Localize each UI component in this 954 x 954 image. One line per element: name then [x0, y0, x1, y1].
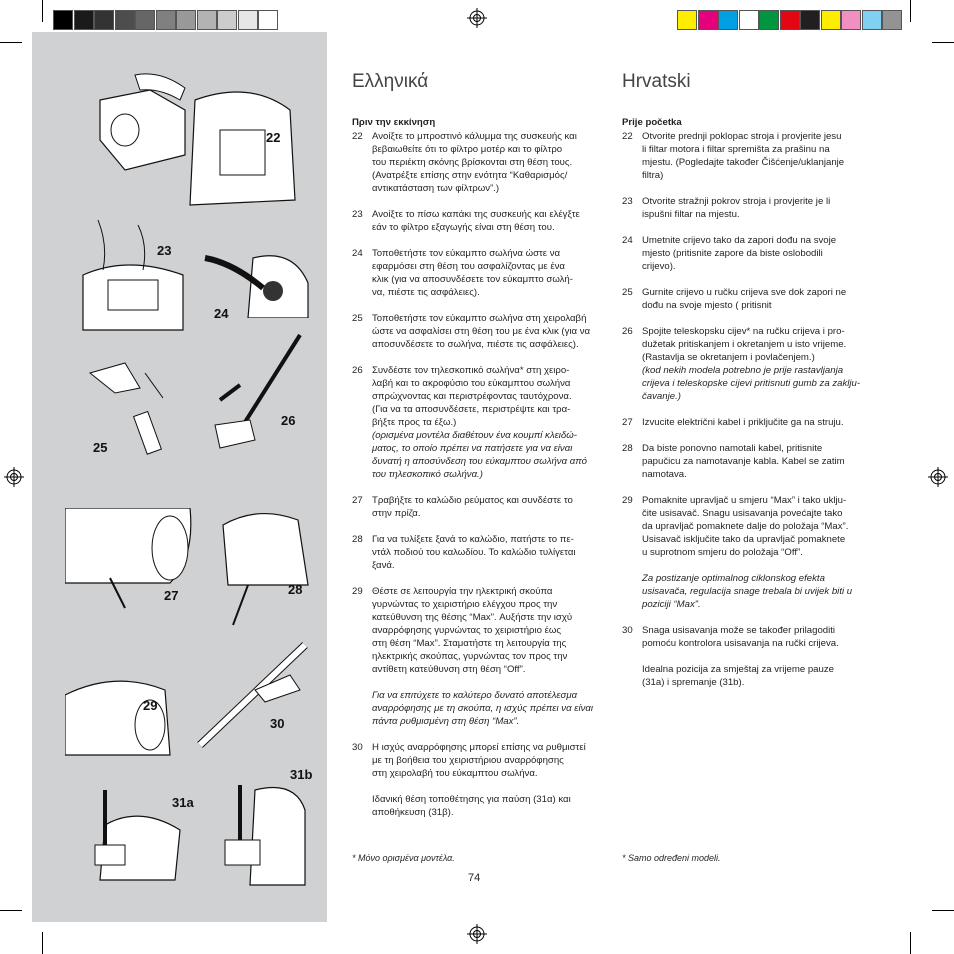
trim-mark [910, 0, 911, 22]
figure-label: 27 [164, 588, 179, 603]
step-text: Otvorite stražnji pokrov stroja i provjerite je li ispušni filtar na mjestu. [642, 196, 831, 220]
instruction-step [622, 416, 872, 429]
figure-label: 25 [93, 440, 108, 455]
instruction-step [352, 741, 600, 819]
step-text: Gurnite crijevo u ručku crijeva sve dok zapori ne dođu na svoje mjesto ( pritisnit [642, 287, 847, 311]
registration-mark-icon [928, 467, 948, 487]
step-text: Ανοίξτε το πίσω καπάκι της συσκευής και ελέγξτε εάν το φίλτρο εξαγωγής είναι στη θέση του. [372, 209, 580, 233]
figure-label: 29 [143, 698, 158, 713]
step-number: 29 [622, 495, 633, 506]
trim-mark [0, 42, 22, 43]
instruction-step [622, 130, 872, 182]
color-swatch [698, 10, 718, 30]
step-text: Ανοίξτε το μπροστινό κάλυμμα της συσκευής και βεβαιωθείτε ότι το φίλτρο μοτέρ και το φίλτρο του περιέκτη σκόνης βρίσκονται στη θέση τους. (Ανατρέξτε επίσης στην ενότητα “Καθαρισμός/ αντικατάσταση των φίλτρων”.) [372, 131, 577, 194]
instruction-step [352, 247, 600, 299]
instruction-step [352, 312, 600, 351]
illustration-pause-position [90, 790, 185, 885]
trim-mark [42, 0, 43, 22]
trim-mark [932, 42, 954, 43]
figure-label: 23 [157, 243, 172, 258]
step-text: Da biste ponovno namotali kabel, pritisnite papučicu za namotavanje kabla. Kabel se zatim namotava. [642, 443, 845, 480]
illustration-storage-position [205, 780, 310, 890]
instruction-step [352, 585, 600, 728]
color-swatch [94, 10, 114, 30]
figure-label: 28 [288, 582, 303, 597]
color-swatch [217, 10, 237, 30]
trim-mark [932, 910, 954, 911]
illustration-cord-rewind [218, 505, 313, 635]
color-swatch [882, 10, 902, 30]
registration-mark-icon [4, 467, 24, 487]
trim-mark [42, 932, 43, 954]
instruction-list [352, 130, 600, 819]
color-swatch [53, 10, 73, 30]
step-text: Pomaknite upravljač u smjeru “Max” i tako uklju- čite usisavač. Snagu usisavanja povećajte tako da upravljač pomaknete dalje do položaja “Max”. Usisavač isključite tako da upravljač pomaknete u suprotnom smjeru do položaja “Off”. [642, 495, 849, 558]
croatian-instructions [622, 72, 872, 702]
step-number: 28 [622, 443, 633, 454]
section-heading: Πριν την εκκίνηση [352, 117, 436, 128]
color-swatch [821, 10, 841, 30]
color-swatch [841, 10, 861, 30]
color-swatch [677, 10, 697, 30]
step-text: Η ισχύς αναρρόφησης μπορεί επίσης να ρυθμιστεί με τη βοήθεια του χειριστήριου αναρρόφησης στη χειρολαβή του εύκαμπτου σωλήνα. [372, 742, 586, 779]
figure-label: 26 [281, 413, 296, 428]
step-note: (kod nekih modela potrebno je prije rastavljanja crijeva i teleskopske cijevi pritisnuti gumb za zaklju- čavanje.) [642, 365, 861, 402]
step-text: Για να τυλίξετε ξανά το καλώδιο, πατήστε το πε- ντάλ ποδιού του καλωδίου. Το καλώδιο τυλίγεται ξανά. [372, 534, 576, 571]
instruction-step [622, 624, 872, 689]
step-text: Τραβήξτε το καλώδιο ρεύματος και συνδέστε το στην πρίζα. [372, 495, 573, 519]
instruction-list [622, 130, 872, 689]
instruction-step [352, 208, 600, 234]
step-number: 24 [352, 248, 363, 259]
step-number: 29 [352, 586, 363, 597]
page-number: 74 [468, 872, 481, 884]
footnote: * Samo određeni modeli. [622, 853, 721, 863]
step-text: Τοποθετήστε τον εύκαμπτο σωλήνα ώστε να εφαρμόσει στη θέση του ασφαλίζοντας με ένα κλικ (για να αποσυνδέσετε τον εύκαμπτο σωλή- να, πιέστε τις ασφάλειες). [372, 248, 573, 298]
step-number: 30 [352, 742, 363, 753]
step-number: 22 [352, 131, 363, 142]
step-number: 24 [622, 235, 633, 246]
step-text: Izvucite električni kabel i priključite ga na struju. [642, 417, 844, 428]
trim-mark [0, 910, 22, 911]
instruction-step [352, 364, 600, 481]
color-swatch [800, 10, 820, 30]
language-heading: Ελληνικά [352, 71, 429, 92]
footnote: * Μόνο ορισμένα μοντέλα. [352, 853, 455, 863]
color-swatch [759, 10, 779, 30]
illustration-power-control [65, 660, 175, 760]
step-note: Για να επιτύχετε το καλύτερο δυνατό αποτέλεσμα αναρρόφησης με τη σκούπα, η ισχύς πρέπει να είναι πάντα ρυθμισμένη στη θέση “Max”. [372, 690, 593, 727]
step-number: 28 [352, 534, 363, 545]
color-swatch [197, 10, 217, 30]
instruction-step [352, 130, 600, 195]
step-text: Θέστε σε λειτουργία την ηλεκτρική σκούπα γυρνώντας το χειριστήριο ελέγχου προς την κατεύθυνση της θέσης “Max”. Αυξήστε την ισχύ αναρρόφησης γυρνώντας το χειριστήριο έως στη θέση “Max”. Σταματήστε τη λειτουργία της ηλεκτρικής σκούπας, γυρνώντας τον προς την αντίθετη κατεύθυνση στη θέση “Off”. [372, 586, 573, 675]
step-text: Idealna pozicija za smještaj za vrijeme pauze (31a) i spremanje (31b). [642, 664, 834, 688]
step-text: Spojite teleskopsku cijev* na ručku crijeva i pro- dužetak pritiskanjem i okretanjem u isto vrijeme. (Rastavlja se okretanjem i povlačenjem.) [642, 326, 847, 363]
color-swatch [74, 10, 94, 30]
color-swatch [156, 10, 176, 30]
color-swatch [718, 10, 738, 30]
color-swatch [176, 10, 196, 30]
step-number: 27 [352, 495, 363, 506]
figure-label: 30 [270, 716, 285, 731]
figure-label: 31a [172, 795, 194, 810]
step-number: 22 [622, 131, 633, 142]
step-number: 26 [352, 365, 363, 376]
step-note: (ορισμένα μοντέλα διαθέτουν ένα κουμπί κλειδώ- ματος, το οποίο πρέπει να πατήσετε για να είναι δυνατή η αποσύνδεση του εύκαμπτου σωλήνα από του τηλεσκοπικό σωλήνα.) [372, 430, 587, 480]
section-heading: Prije početka [622, 117, 682, 128]
illustration-telescopic-tube [200, 330, 315, 460]
step-text: Συνδέστε τον τηλεσκοπικό σωλήνα* στη χειρο- λαβή και το ακροφύσιο του εύκαμπτου σωλήνα σπρώχνοντας και περιστρέφοντας ταυτόχρονα. (Για να τα αποσυνδέσετε, περιστρέψτε και τρα- βήξτε προς τα έξω.) [372, 365, 572, 428]
step-number: 30 [622, 625, 633, 636]
illustration-hose-suction-control [195, 640, 315, 750]
step-text: Umetnite crijevo tako da zapori dođu na svoje mjesto (pritisnite zapore da biste oslobodili crijevo). [642, 235, 837, 272]
color-swatch [862, 10, 882, 30]
color-swatch [258, 10, 278, 30]
step-text: Otvorite prednji poklopac stroja i provjerite jesu li filtar motora i filtar spremišta za prašinu na mjestu. (Pogledajte također Čišćenje/uklanjanje filtra) [642, 131, 845, 181]
step-number: 25 [622, 287, 633, 298]
registration-mark-icon [467, 8, 487, 28]
figure-label: 24 [214, 306, 229, 321]
color-swatch [780, 10, 800, 30]
step-note: Za postizanje optimalnog ciklonskog efekta usisavača, regulacija snage trebala bi uvijek biti u poziciji “Max”. [642, 573, 853, 610]
illustration-open-rear-cover [78, 215, 188, 335]
registration-mark-icon [467, 924, 487, 944]
step-number: 23 [622, 196, 633, 207]
instruction-step [622, 494, 872, 611]
step-number: 25 [352, 313, 363, 324]
step-number: 23 [352, 209, 363, 220]
color-swatch [238, 10, 258, 30]
language-heading: Hrvatski [622, 71, 691, 92]
instruction-step [622, 286, 872, 312]
instruction-step [352, 494, 600, 520]
color-swatch [739, 10, 759, 30]
instruction-step [622, 195, 872, 221]
instruction-step [622, 234, 872, 273]
step-text: Snaga usisavanja može se također prilagoditi pomoću kontrolora usisavanja na ručki crijeva. [642, 625, 839, 649]
step-number: 26 [622, 326, 633, 337]
instruction-step [622, 442, 872, 481]
trim-mark [910, 932, 911, 954]
figure-label: 22 [266, 130, 281, 145]
step-text: Τοποθετήστε τον εύκαμπτο σωλήνα στη χειρολαβή ώστε να ασφαλίσει στη θέση του με ένα κλικ (για να αποσυνδέσετε το σωλήνα, πιέστε τις ασφάλειες). [372, 313, 591, 350]
color-swatch [115, 10, 135, 30]
instruction-step [352, 533, 600, 572]
color-swatch [135, 10, 155, 30]
instruction-step [622, 325, 872, 403]
step-number: 27 [622, 417, 633, 428]
figure-label: 31b [290, 767, 313, 782]
greek-instructions [352, 72, 600, 832]
step-text: Ιδανική θέση τοποθέτησης για παύση (31α) και αποθήκευση (31β). [372, 794, 571, 818]
